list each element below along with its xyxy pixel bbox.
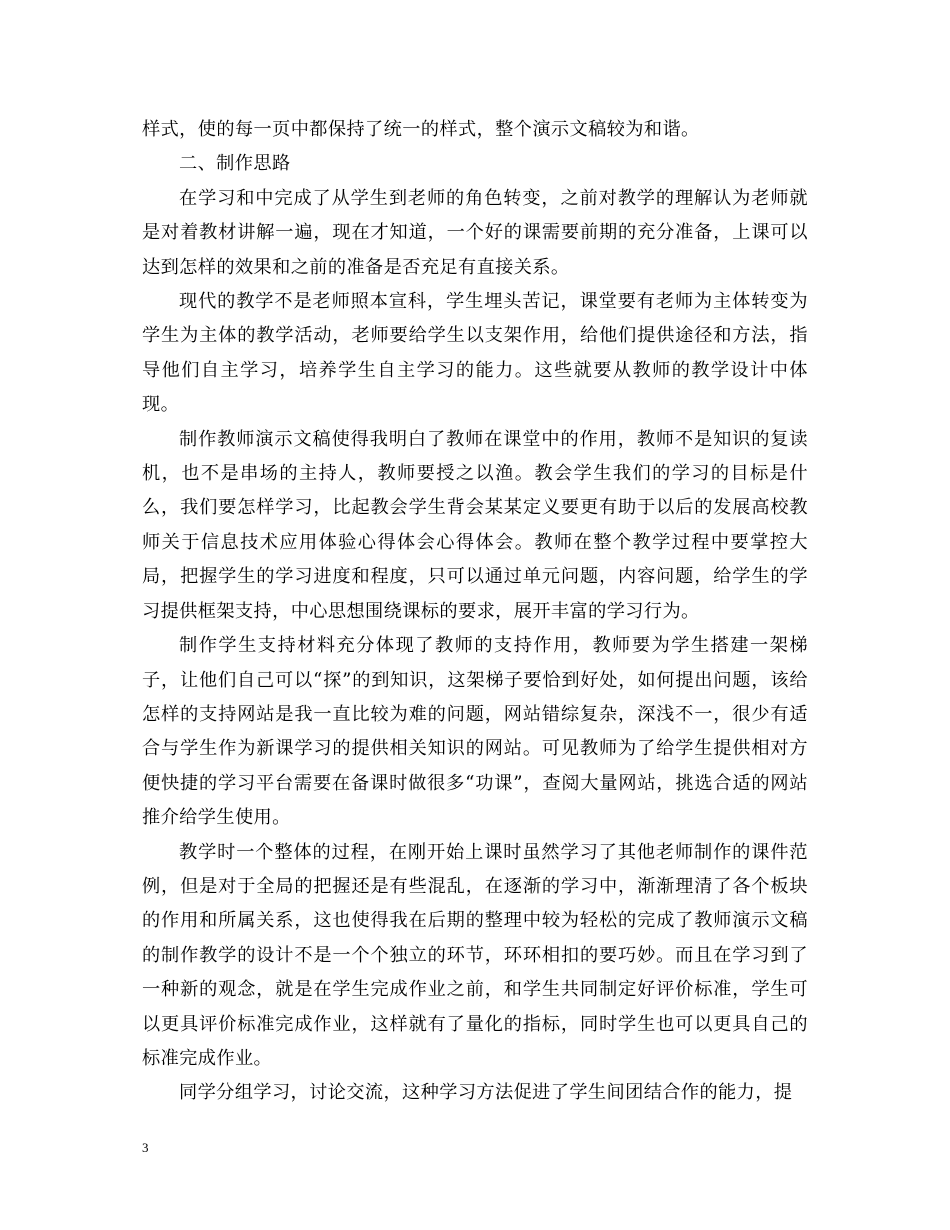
paragraph: 现代的教学不是老师照本宣科，学生埋头苦记，课堂要有老师为主体转变为学生为主体的教学活动，老师要给学生以支架作用，给他们提供途径和方法，指导他们自主学习，培养学生自主学习的能力。这些就要从教师的教学设计中体现。 — [142, 291, 808, 416]
paragraph: 制作学生支持材料充分体现了教师的支持作用，教师要为学生搭建一架梯子，让他们自己可以“探”的到知识，这架梯子要恰到好处，如何提出问题，该给怎样的支持网站是我一直比较为难的问题，网站错综复杂，深浅不一，很少有适合与学生作为新课学习的提供相关知识的网站。可见教师为了给学生提供相对方便快捷的学习平台需要在备课时做很多“功课”，查阅大量网站，挑选合适的网站推介给学生使用。 — [142, 635, 808, 829]
paragraph: 制作教师演示文稿使得我明白了教师在课堂中的作用，教师不是知识的复读机，也不是串场的主持人，教师要授之以渔。教会学生我们的学习的目标是什么，我们要怎样学习，比起教会学生背会某某定义要更有助于以后的发展高校教师关于信息技术应用体验心得体会心得体会。教师在整个教学过程中要掌控大局，把握学生的学习进度和程度，只可以通过单元问题，内容问题，给学生的学习提供框架支持，中心思想围绕课标的要求，展开丰富的学习行为。 — [142, 428, 808, 622]
page-number: 3 — [142, 1140, 149, 1155]
paragraph: 教学时一个整体的过程，在刚开始上课时虽然学习了其他老师制作的课件范例，但是对于全局的把握还是有些混乱，在逐渐的学习中，渐渐理清了各个板块的作用和所属关系，这也使得我在后期的整理中较为轻松的完成了教师演示文稿的制作教学的设计不是一个个独立的环节，环环相扣的要巧妙。而且在学习到了一种新的观念，就是在学生完成作业之前，和学生共同制定好评价标准，学生可以更具评价标准完成作业，这样就有了量化的指标，同时学生也可以更具自己的标准完成作业。 — [142, 841, 808, 1069]
document-body — [142, 113, 808, 1111]
paragraph: 在学习和中完成了从学生到老师的角色转变，之前对教学的理解认为老师就是对着教材讲解一遍，现在才知道，一个好的课需要前期的充分准备，上课可以达到怎样的效果和之前的准备是否充足有直接关系。 — [142, 187, 808, 278]
paragraph-continuation: 样式，使的每一页中都保持了统一的样式，整个演示文稿较为和谐。 — [142, 119, 700, 140]
paragraph: 同学分组学习，讨论交流，这种学习方法促进了学生间团结合作的能力，提 — [179, 1082, 793, 1104]
section-heading: 二、制作思路 — [179, 153, 291, 175]
